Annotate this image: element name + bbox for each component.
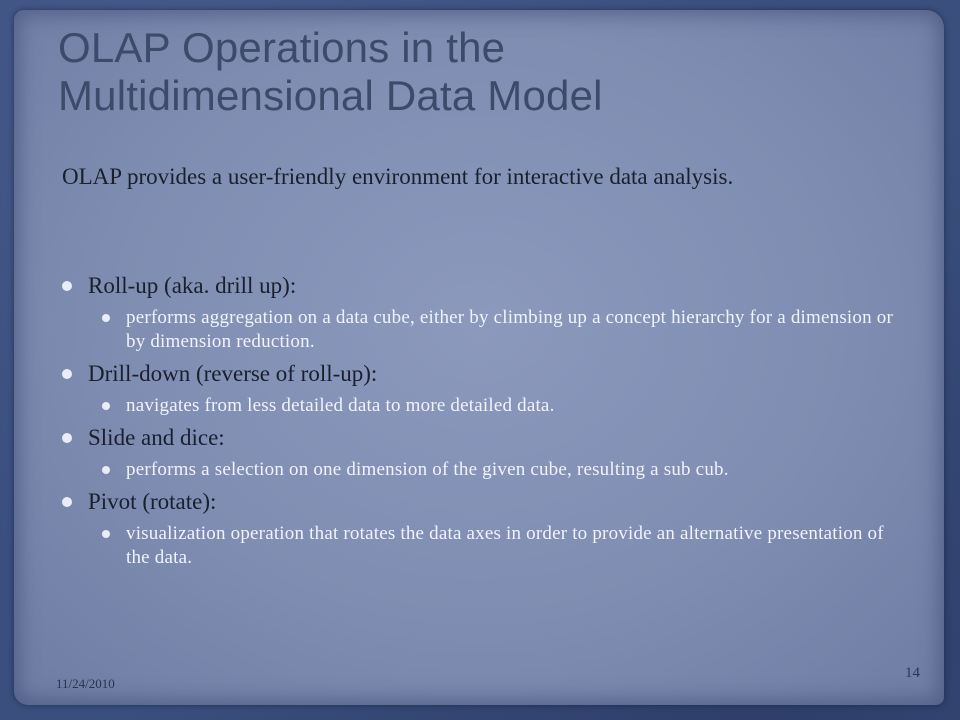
- intro-text: OLAP provides a user-friendly environment for interactive data analysis.: [62, 164, 734, 189]
- bullet-dot-icon: [62, 369, 72, 379]
- footer-date: 11/24/2010: [56, 676, 115, 691]
- sub-bullet: [88, 306, 898, 354]
- sub-bullet: [88, 458, 898, 482]
- sub-bullet: [88, 522, 898, 570]
- sub-bullet-list: [88, 458, 898, 482]
- bullet-label: Roll-up (aka. drill up):: [88, 273, 297, 298]
- sub-bullet-text: visualization operation that rotates the data axes in order to provide an alternative presentation of the data.: [126, 523, 884, 568]
- intro-paragraph: [58, 163, 892, 190]
- slide-title: [58, 24, 918, 120]
- sub-bullet-text: performs a selection on one dimension of the given cube, resulting a sub cub.: [126, 459, 729, 480]
- bullet-roll-up: [58, 272, 898, 354]
- bullet-dot-icon: [62, 433, 72, 443]
- sub-bullet-list: [88, 394, 898, 418]
- page-number: 14: [905, 665, 920, 681]
- sub-bullet-dot-icon: [102, 314, 110, 322]
- sub-bullet-dot-icon: [102, 402, 110, 410]
- slide-title-line-1: OLAP Operations in the: [58, 24, 506, 71]
- bullet-drill-down: [58, 360, 898, 418]
- bullet-dot-icon: [62, 497, 72, 507]
- bullet-pivot: [58, 488, 898, 570]
- sub-bullet: [88, 394, 898, 418]
- sub-bullet-list: [88, 522, 898, 570]
- bullet-label: Slide and dice:: [88, 425, 225, 450]
- bullet-dot-icon: [62, 281, 72, 291]
- sub-bullet-list: [88, 306, 898, 354]
- bullet-label: Drill-down (reverse of roll-up):: [88, 361, 378, 386]
- sub-bullet-dot-icon: [102, 466, 110, 474]
- bullet-slide-and-dice: [58, 424, 898, 482]
- sub-bullet-dot-icon: [102, 530, 110, 538]
- slide-title-line-2: Multidimensional Data Model: [58, 72, 603, 119]
- bullet-list: [58, 272, 898, 576]
- bullet-label: Pivot (rotate):: [88, 489, 217, 514]
- sub-bullet-text: navigates from less detailed data to more detailed data.: [126, 395, 555, 416]
- sub-bullet-text: performs aggregation on a data cube, either by climbing up a concept hierarchy for a dimension or by dimension reduction.: [126, 307, 893, 352]
